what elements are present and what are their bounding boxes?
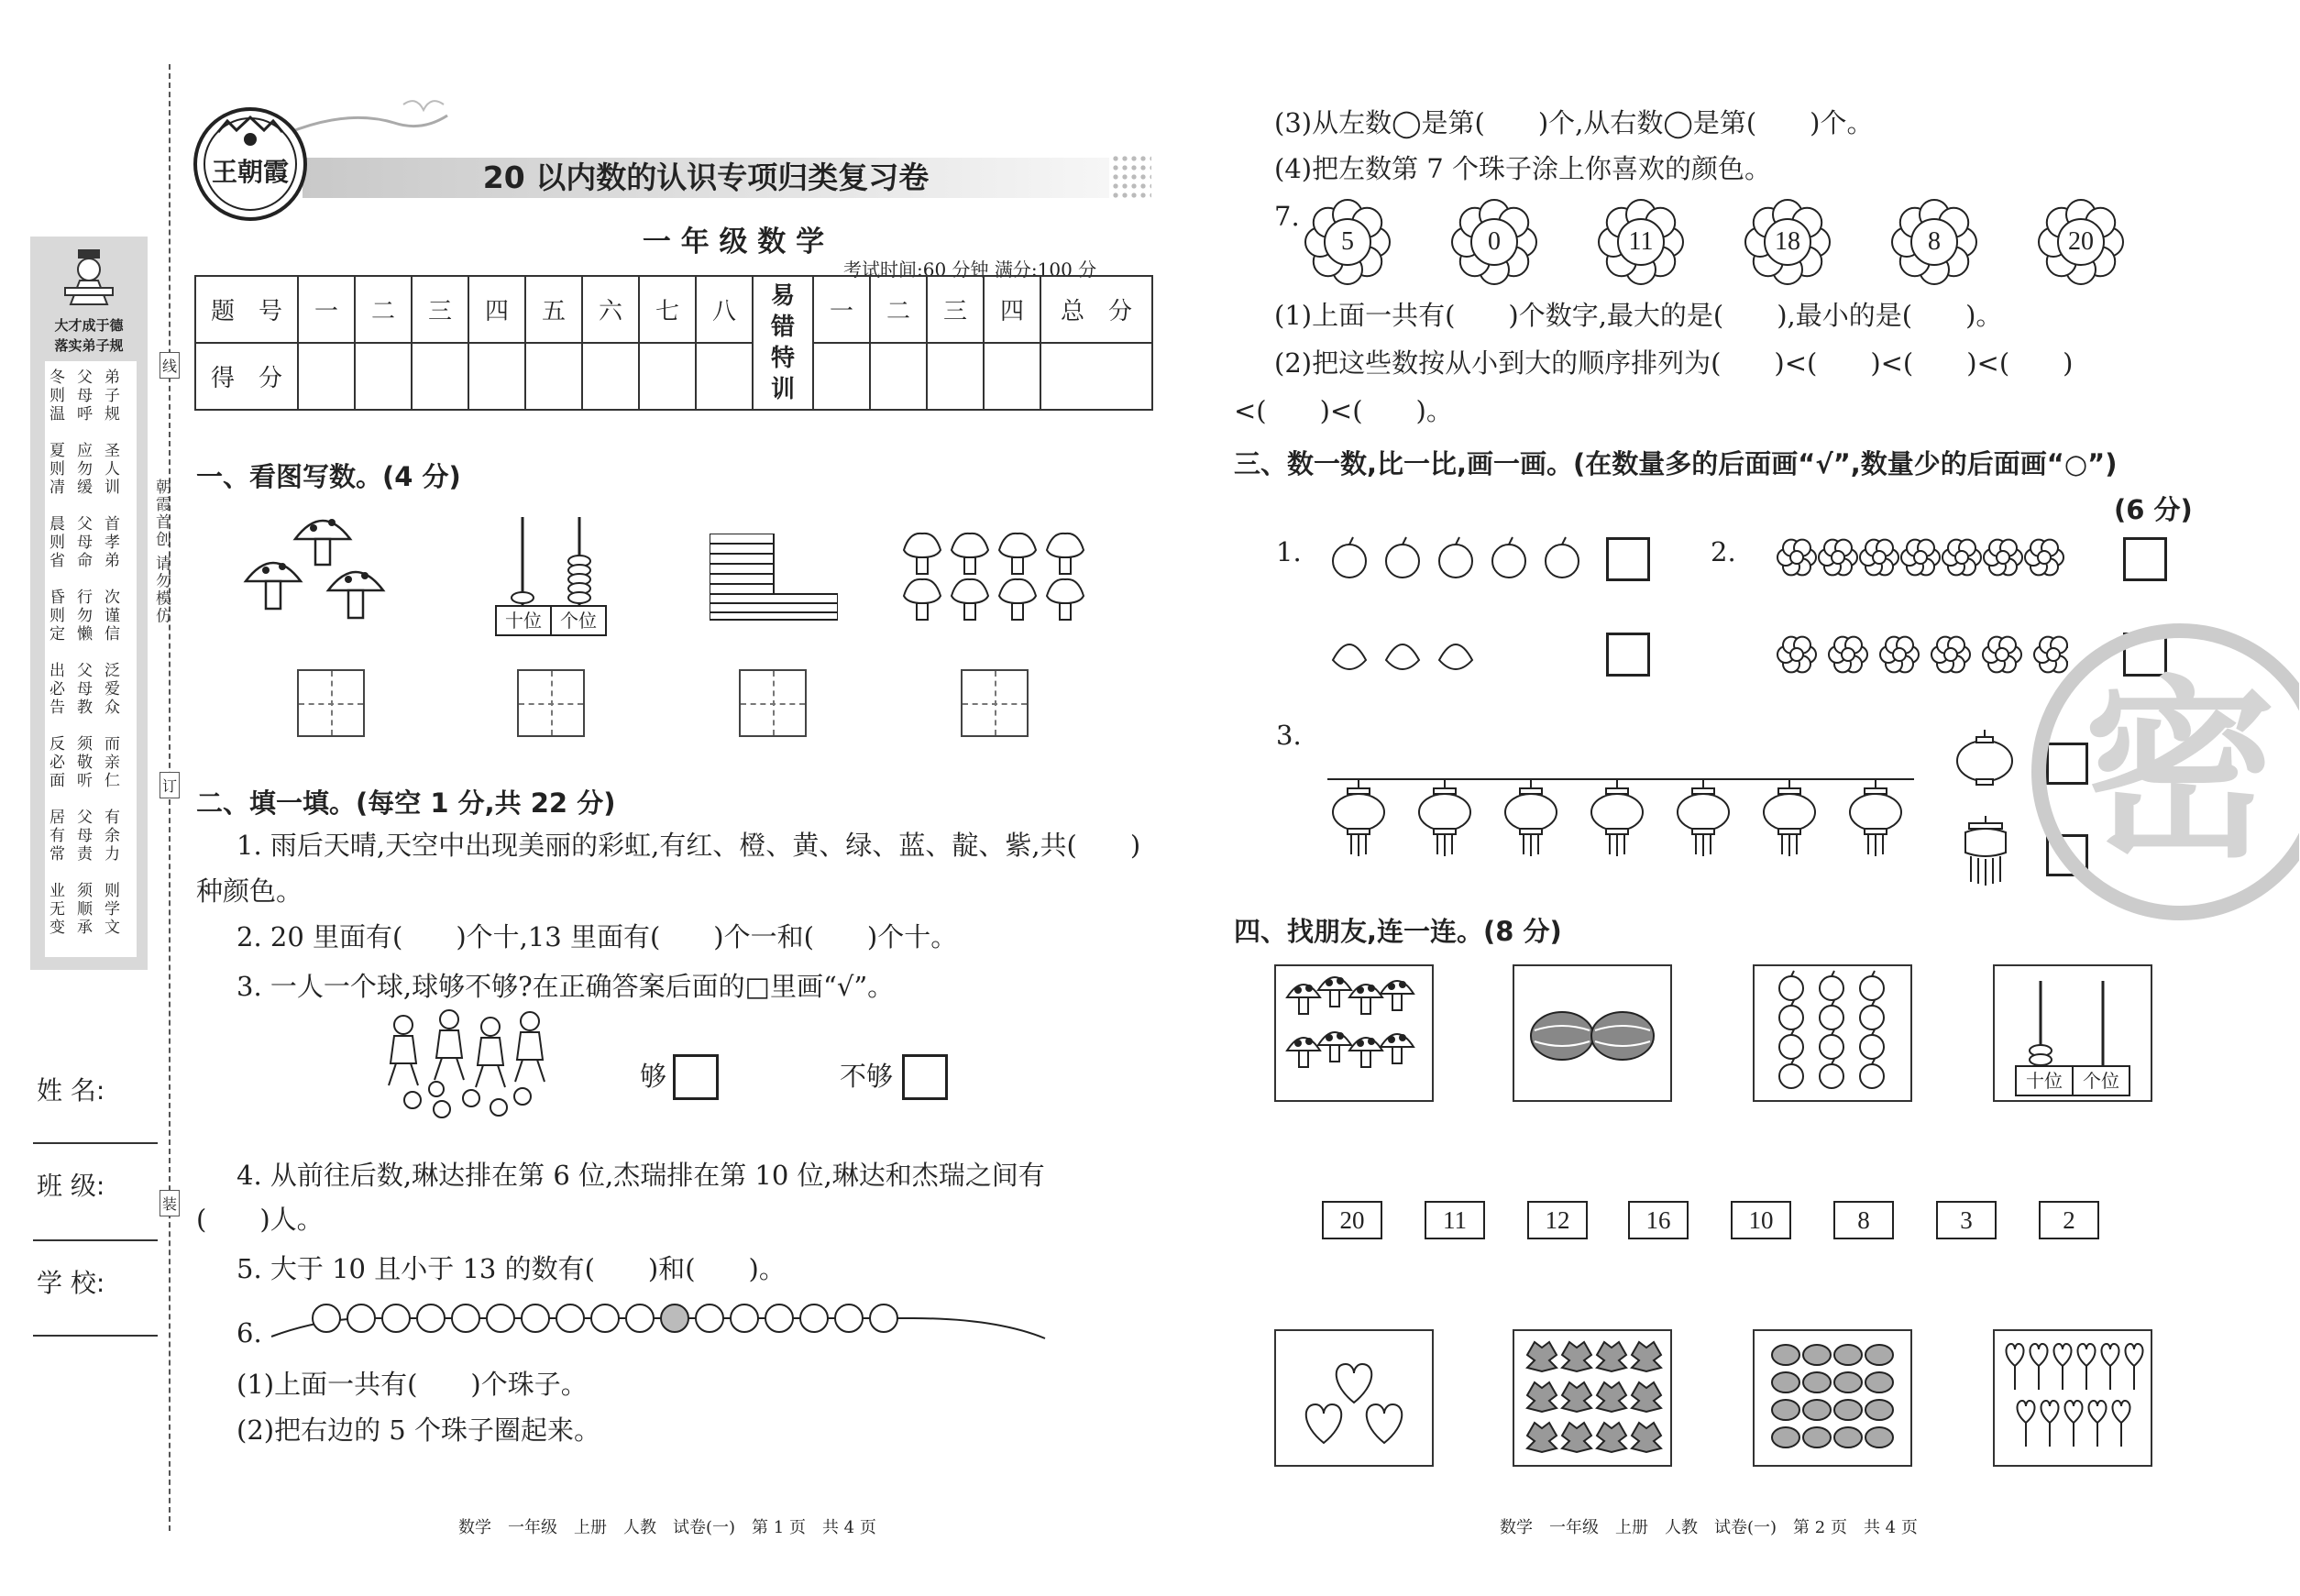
brand-logo xyxy=(191,105,310,224)
picture-apples xyxy=(1753,964,1912,1102)
banner-dots xyxy=(1111,154,1151,198)
motto-verse: 父母呼 xyxy=(77,369,93,424)
col2-4: 四 xyxy=(984,276,1040,343)
abacus-1 xyxy=(495,513,605,634)
page-title: 20 以内数的认识专项归类复习卷 xyxy=(482,160,930,195)
q4-line-b: ( )人。 xyxy=(196,1204,324,1235)
cabbages-icon xyxy=(898,532,1091,623)
motto-verse: 有余力 xyxy=(105,809,120,864)
stacked-bars-icon xyxy=(710,534,838,622)
motto-verse: 应勿缓 xyxy=(77,442,93,497)
col-total: 总 分 xyxy=(1040,276,1152,343)
item-2-label: 2. xyxy=(1711,536,1736,567)
motto-verse: 父母责 xyxy=(77,809,93,864)
motto-verse: 父母命 xyxy=(77,515,93,570)
abacus2-tens-label: 十位 xyxy=(2017,1067,2074,1095)
abacus2-ones-label: 个位 xyxy=(2083,1070,2119,1092)
q4-line-a: 4. 从前往后数,琳达排在第 6 位,杰瑞排在第 10 位,琳达和杰瑞之间有 xyxy=(237,1160,1045,1191)
score-cell xyxy=(813,343,870,410)
flower-number: 11 xyxy=(1628,227,1654,256)
school-line xyxy=(33,1335,158,1337)
not-enough-label: 不够 xyxy=(840,1061,894,1092)
lantern-single-1 xyxy=(1953,730,2017,794)
motto-verse: 昏则定 xyxy=(50,589,65,644)
score-cell xyxy=(525,343,582,410)
special-training xyxy=(753,276,813,410)
motto-verse: 行勿懒 xyxy=(77,589,93,644)
answer-box-2[interactable] xyxy=(517,669,585,737)
motto-line-1: 大才成于德 xyxy=(54,317,124,334)
number-flower xyxy=(1595,196,1687,288)
number-card[interactable]: 16 xyxy=(1628,1201,1689,1239)
section-4-heading: 四、找朋友,连一连。(8 分) xyxy=(1234,916,1562,947)
section-3-heading: 三、数一数,比一比,画一画。(在数量多的后面画“√”,数量少的后面画“○”) xyxy=(1234,448,2118,479)
item-3-label: 3. xyxy=(1276,720,1302,751)
motto-verse: 次谨信 xyxy=(105,589,120,644)
picture-mushrooms xyxy=(1274,964,1434,1102)
row-label-question: 题 号 xyxy=(195,276,298,343)
col-3: 三 xyxy=(412,276,468,343)
motto-line-2: 落实弟子规 xyxy=(54,337,124,354)
col-7: 七 xyxy=(639,276,696,343)
special-label: 易错特训 xyxy=(771,282,796,403)
score-cell xyxy=(355,343,412,410)
q3: 3. 一人一个球,球够不够?在正确答案后面的□里画“√”。 xyxy=(237,971,895,1002)
school-label: 学 校: xyxy=(37,1268,105,1298)
col-1: 一 xyxy=(298,276,355,343)
stamp-text: 密 xyxy=(2083,659,2276,884)
section-3-score: (6 分) xyxy=(2114,494,2193,525)
motto-verse: 业无变 xyxy=(50,882,65,937)
peaches-compare-box[interactable] xyxy=(1606,633,1650,677)
number-card[interactable]: 20 xyxy=(1322,1201,1382,1239)
motto-verse: 父母教 xyxy=(77,662,93,717)
picture-hearts xyxy=(1274,1329,1434,1467)
not-enough-checkbox[interactable] xyxy=(902,1054,948,1100)
q6-label: 6. xyxy=(237,1317,262,1348)
number-card[interactable]: 2 xyxy=(2039,1201,2099,1239)
abacus-tens-label: 十位 xyxy=(497,607,552,634)
number-flower xyxy=(1742,196,1833,288)
number-flower xyxy=(1888,196,1980,288)
apples-row xyxy=(1327,535,1593,581)
answer-box-1[interactable] xyxy=(297,669,365,737)
q6-1: (1)上面一共有( )个珠子。 xyxy=(237,1369,588,1400)
number-flower xyxy=(2035,196,2127,288)
picture-balloons xyxy=(1993,1329,2152,1467)
flower-number: 8 xyxy=(1928,227,1941,256)
name-line xyxy=(33,1142,158,1144)
flowers7-compare-box[interactable] xyxy=(2123,537,2167,581)
item-1-label: 1. xyxy=(1276,536,1302,567)
col-6: 六 xyxy=(582,276,639,343)
flower-number: 5 xyxy=(1341,227,1354,256)
col-8: 八 xyxy=(696,276,753,343)
picture-watermelons xyxy=(1513,964,1672,1102)
motto-verse: 圣人训 xyxy=(105,442,120,497)
fold-mark-zhuang: 装 xyxy=(160,1190,180,1216)
flower-number: 18 xyxy=(1775,227,1800,256)
score-cell xyxy=(298,343,355,410)
picture-leaves xyxy=(1513,1329,1672,1467)
motto-verse: 泛爱众 xyxy=(105,662,120,717)
score-cell xyxy=(468,343,525,410)
motto-verse: 须顺承 xyxy=(77,882,93,937)
score-cell xyxy=(696,343,753,410)
col-5: 五 xyxy=(525,276,582,343)
score-cell xyxy=(984,343,1040,410)
number-flower xyxy=(1448,196,1540,288)
number-card[interactable]: 12 xyxy=(1527,1201,1588,1239)
score-cell xyxy=(1040,343,1152,410)
q1-line-a: 1. 雨后天晴,天空中出现美丽的彩虹,有红、橙、黄、绿、蓝、靛、紫,共( ) xyxy=(237,830,1141,861)
lantern-single-2 xyxy=(1958,816,2013,889)
scholar-icon xyxy=(61,248,116,306)
picture-eggs xyxy=(1753,1329,1912,1467)
q2: 2. 20 里面有( )个十,13 里面有( )个一和( )个十。 xyxy=(237,921,958,952)
motto-verse: 反必面 xyxy=(50,735,65,790)
score-cell xyxy=(582,343,639,410)
answer-box-3[interactable] xyxy=(739,669,807,737)
number-card[interactable]: 11 xyxy=(1425,1201,1485,1239)
logo-text: 王朝霞 xyxy=(211,157,289,187)
fold-mark-ding: 订 xyxy=(160,772,180,798)
kids-balls-illustration xyxy=(376,1007,559,1126)
picture-abacus xyxy=(1993,964,2152,1102)
q1-line-b: 种颜色。 xyxy=(196,875,303,907)
flowers-row-7 xyxy=(1775,534,2068,581)
motto-verse: 首孝弟 xyxy=(105,515,120,570)
col-2: 二 xyxy=(355,276,412,343)
exam-info: 考试时间:60 分钟 满分:100 分 xyxy=(843,259,1097,281)
motto-verse: 弟子规 xyxy=(105,369,120,424)
flower-number: 0 xyxy=(1488,227,1501,256)
section-1-heading: 一、看图写数。(4 分) xyxy=(196,461,461,492)
section-2-heading: 二、填一填。(每空 1 分,共 22 分) xyxy=(196,787,616,819)
motto-verse: 居有常 xyxy=(50,809,65,864)
score-cell xyxy=(870,343,927,410)
mushrooms-icon xyxy=(240,502,405,631)
flower-number: 20 xyxy=(2068,227,2094,256)
answer-box-4[interactable] xyxy=(961,669,1029,737)
motto-verse: 晨则省 xyxy=(50,515,65,570)
number-flowers xyxy=(1302,196,2182,288)
col2-2: 二 xyxy=(870,276,927,343)
motto-verse: 夏则凊 xyxy=(50,442,65,497)
motto-verse: 冬则温 xyxy=(50,369,65,424)
class-label: 班 级: xyxy=(37,1171,105,1201)
fold-mark-line: 线 xyxy=(160,352,180,379)
col2-3: 三 xyxy=(927,276,984,343)
number-flower xyxy=(1302,196,1393,288)
subtitle: 一 年 级 数 学 xyxy=(642,226,825,259)
row-label-score: 得 分 xyxy=(195,343,298,410)
motto-verse: 则学文 xyxy=(105,882,120,937)
score-cell xyxy=(412,343,468,410)
number-card[interactable]: 8 xyxy=(1833,1201,1894,1239)
q6-2: (2)把右边的 5 个珠子圈起来。 xyxy=(237,1414,600,1446)
q7-1: (1)上面一共有( )个数字,最大的是( ),最小的是( )。 xyxy=(1274,300,2003,331)
q7-2-line-a: (2)把这些数按从小到大的顺序排列为( )<( )<( )<( ) xyxy=(1274,347,2074,379)
score-table xyxy=(194,275,1153,411)
class-line xyxy=(33,1239,158,1241)
motto-verse: 出必告 xyxy=(50,662,65,717)
footer-left: 数学 一年级 上册 人教 试卷(一) 第 1 页 共 4 页 xyxy=(458,1518,876,1537)
q6-3: (3)从左数◯是第( )个,从右数◯是第( )个。 xyxy=(1274,107,1874,138)
q6-4: (4)把左数第 7 个珠子涂上你喜欢的颜色。 xyxy=(1274,153,1771,184)
number-card[interactable]: 3 xyxy=(1936,1201,1997,1239)
abacus-ones-label: 个位 xyxy=(560,610,597,632)
number-card[interactable]: 10 xyxy=(1731,1201,1791,1239)
footer-right: 数学 一年级 上册 人教 试卷(一) 第 2 页 共 4 页 xyxy=(1500,1518,1918,1537)
score-cell xyxy=(639,343,696,410)
col2-1: 一 xyxy=(813,276,870,343)
bead-string xyxy=(271,1300,1047,1346)
score-cell xyxy=(927,343,984,410)
peaches-row xyxy=(1327,633,1492,678)
enough-checkbox[interactable] xyxy=(673,1054,719,1100)
enough-label: 够 xyxy=(640,1061,667,1092)
lanterns-row xyxy=(1327,776,1914,858)
q7-label: 7. xyxy=(1274,201,1300,232)
motto-verses xyxy=(50,369,132,955)
col-4: 四 xyxy=(468,276,525,343)
name-label: 姓 名: xyxy=(37,1075,105,1106)
apples-compare-box[interactable] xyxy=(1606,537,1650,581)
q7-2-line-b: <( )<( )。 xyxy=(1234,395,1453,426)
secret-stamp xyxy=(2024,616,2299,928)
motto-verse: 而亲仁 xyxy=(105,735,120,790)
motto-verse: 须敬听 xyxy=(77,735,93,790)
side-note: 朝霞首创 请勿模仿 xyxy=(152,479,171,625)
q5: 5. 大于 10 且小于 13 的数有( )和( )。 xyxy=(237,1253,786,1284)
